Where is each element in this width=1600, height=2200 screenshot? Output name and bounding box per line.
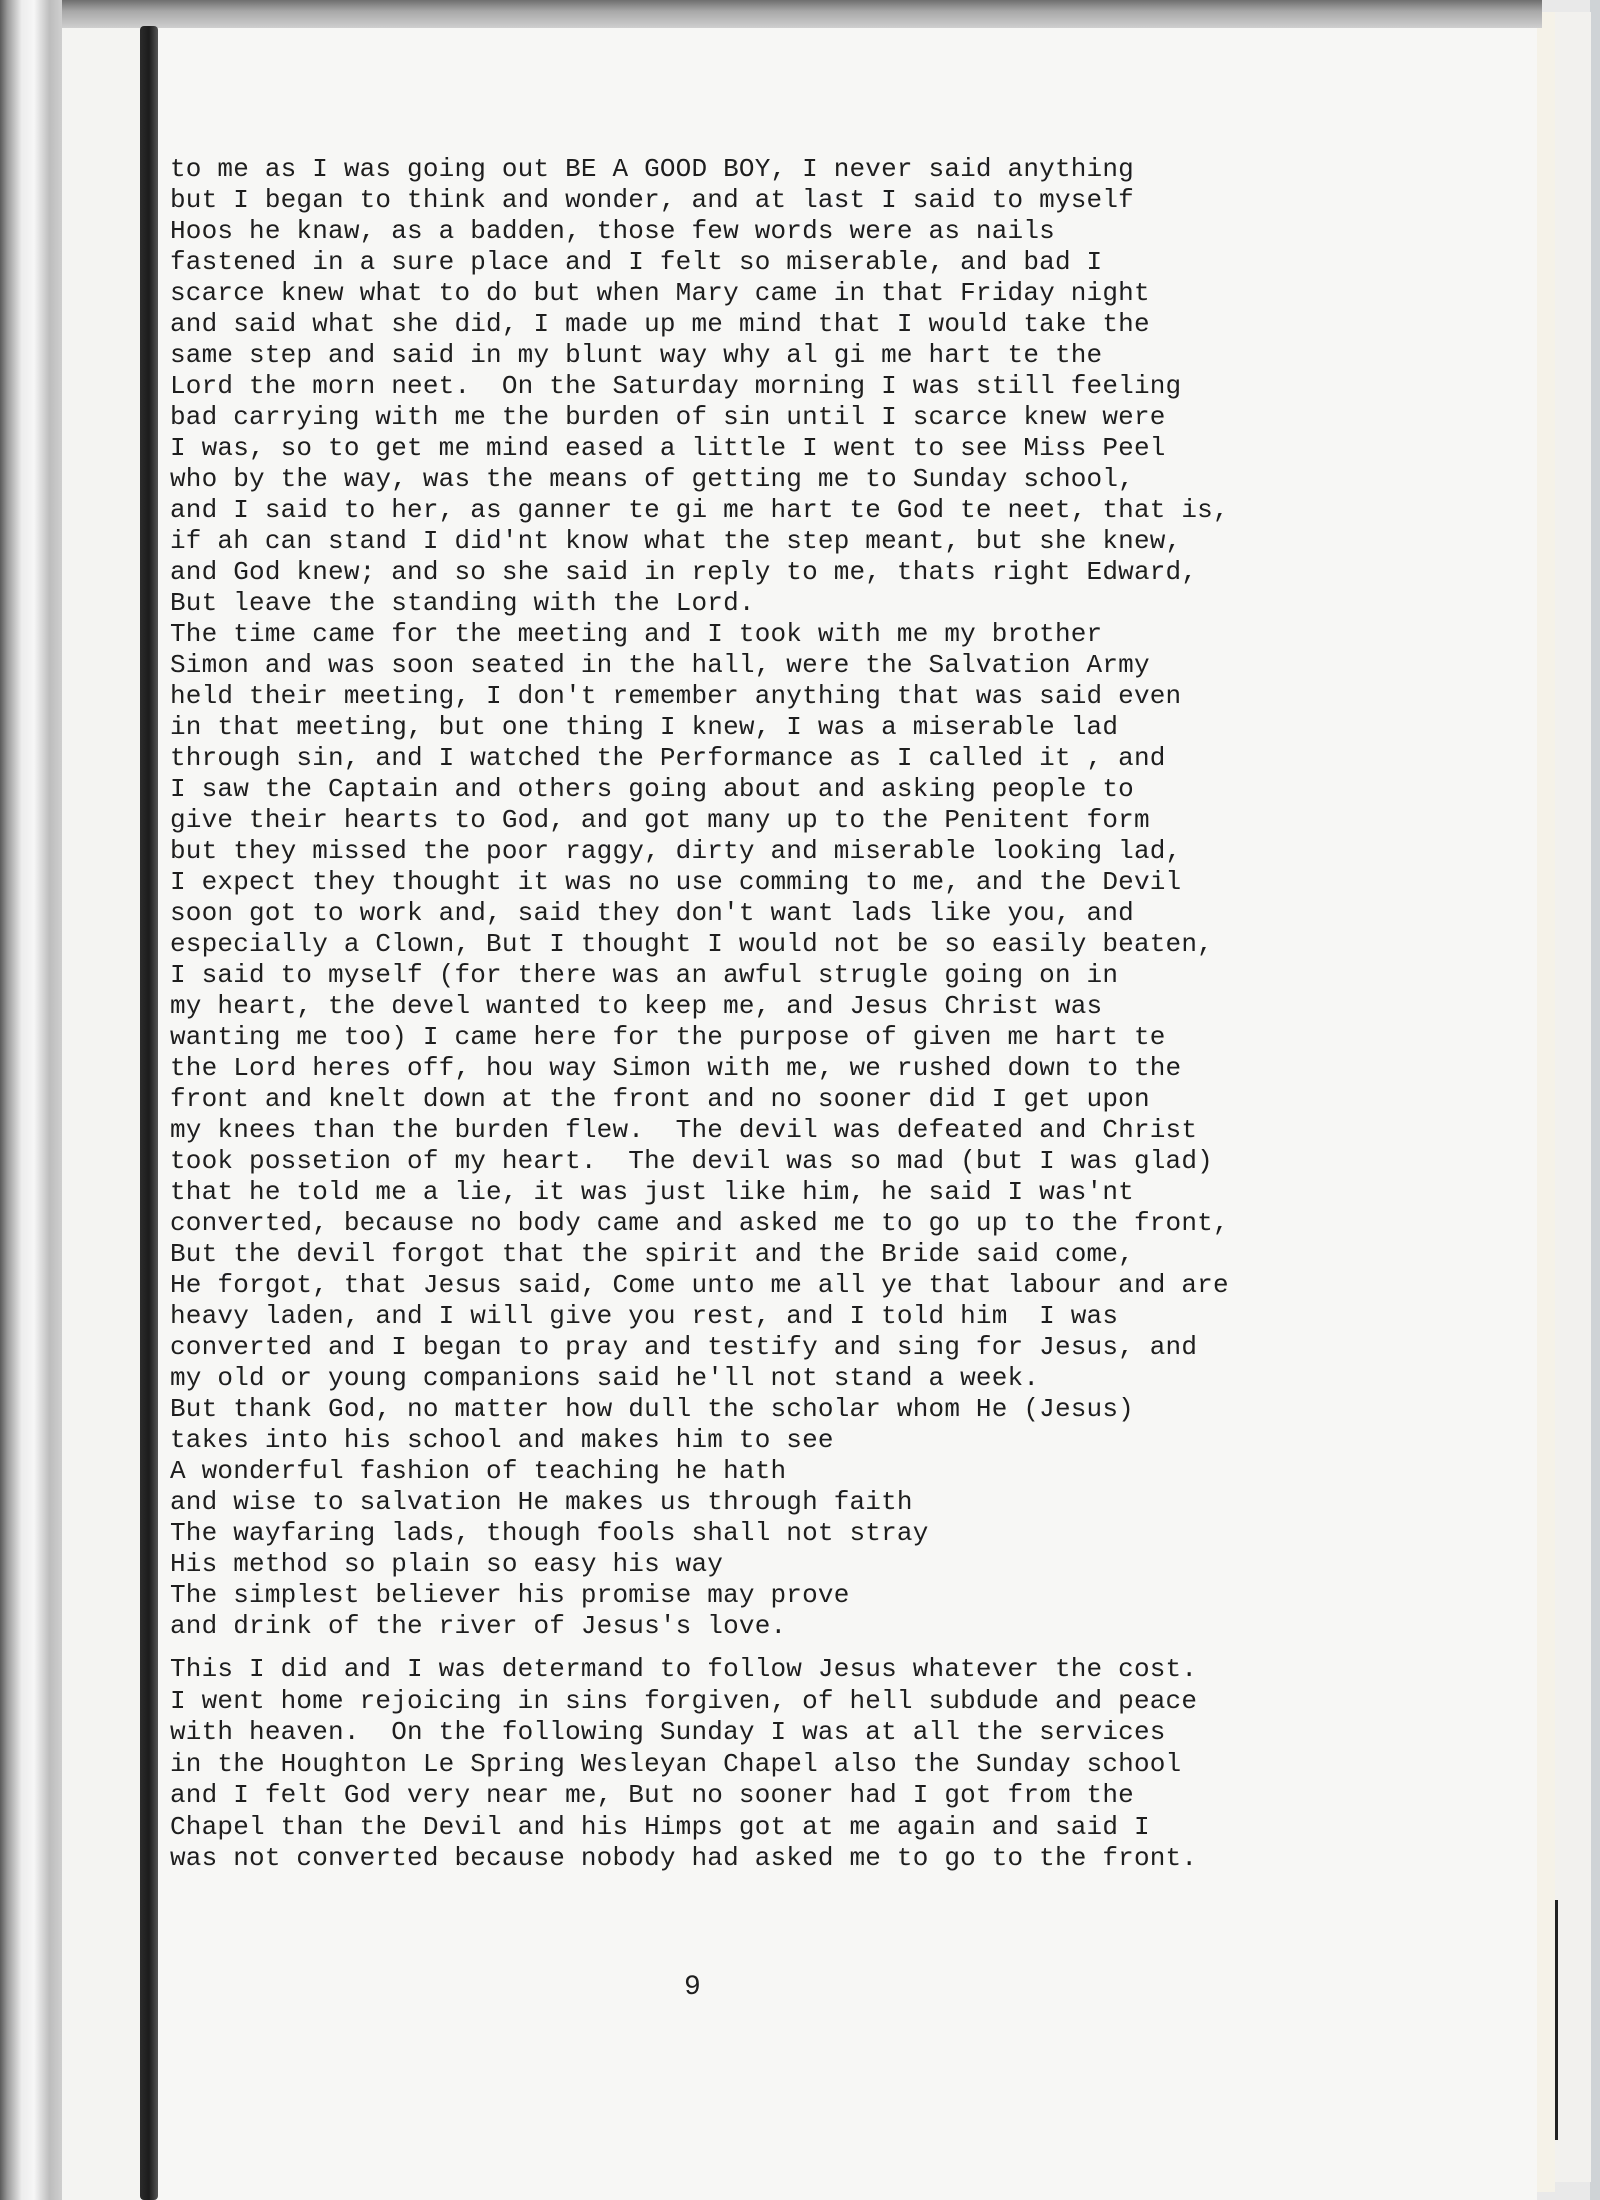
text-line: especially a Clown, But I thought I would not be so easily beaten, [170, 929, 1213, 959]
text-line: The time came for the meeting and I took with me my brother [170, 619, 1103, 649]
page-stack-edge-outer [1554, 12, 1591, 2182]
text-line: Lord the morn neet. On the Saturday morning I was still feeling [170, 371, 1182, 401]
poem-line: and wise to salvation He makes us through faith [170, 1487, 913, 1517]
text-line: soon got to work and, said they don't want lads like you, and [170, 898, 1134, 928]
text-line: bad carrying with me the burden of sin until I scarce knew were [170, 402, 1166, 432]
text-line: converted, because no body came and asked me to go up to the front, [170, 1208, 1229, 1238]
text-line: the Lord heres off, hou way Simon with me, we rushed down to the [170, 1053, 1182, 1083]
text-line: through sin, and I watched the Performance as I called it , and [170, 743, 1166, 773]
text-line: and said what she did, I made up me mind that I would take the [170, 309, 1150, 339]
text-line: my heart, the devel wanted to keep me, and Jesus Christ was [170, 991, 1103, 1021]
text-line: But leave the standing with the Lord. [170, 588, 755, 618]
text-line: But the devil forgot that the spirit and the Bride said come, [170, 1239, 1134, 1269]
text-line: fastened in a sure place and I felt so miserable, and bad I [170, 247, 1103, 277]
text-line: same step and said in my blunt way why al gi me hart te the [170, 340, 1103, 370]
poem-line: takes into his school and makes him to see [170, 1425, 834, 1455]
text-line: I said to myself (for there was an awful strugle going on in [170, 960, 1119, 990]
text-line: in that meeting, but one thing I knew, I was a miserable lad [170, 712, 1119, 742]
text-line: Hoos he knaw, as a badden, those few words were as nails [170, 216, 1055, 246]
poem-line: The wayfaring lads, though fools shall not stray [170, 1518, 929, 1548]
text-line: was not converted because nobody had asked me to go to the front. [170, 1843, 1198, 1873]
poem-line: But thank God, no matter how dull the scholar whom He (Jesus) [170, 1394, 1134, 1424]
text-line: and I said to her, as ganner te gi me hart te God te neet, that is, [170, 495, 1229, 525]
text-line: that he told me a lie, it was just like him, he said I was'nt [170, 1177, 1134, 1207]
text-line: and God knew; and so she said in reply to me, thats right Edward, [170, 557, 1198, 587]
text-line: took possetion of my heart. The devil was so mad (but I was glad) [170, 1146, 1213, 1176]
text-line: who by the way, was the means of getting me to Sunday school, [170, 464, 1134, 494]
text-line: Chapel than the Devil and his Himps got at me again and said I [170, 1811, 1150, 1842]
page-stack-shadow-line [1555, 1900, 1558, 2140]
gutter-shadow-rule [140, 26, 158, 2200]
body-text [170, 154, 1470, 1642]
text-line: He forgot, that Jesus said, Come unto me all ye that labour and are [170, 1270, 1229, 1300]
poem-line: and drink of the river of Jesus's love. [170, 1611, 787, 1641]
text-line: front and knelt down at the front and no sooner did I get upon [170, 1084, 1150, 1114]
text-line: wanting me too) I came here for the purpose of given me hart te [170, 1022, 1166, 1052]
binder-edge [0, 0, 62, 2200]
facing-page-strip [62, 20, 152, 2200]
text-line: I saw the Captain and others going about and asking people to [170, 774, 1134, 804]
text-line: held their meeting, I don't remember anything that was said even [170, 681, 1182, 711]
text-line: I went home rejoicing in sins forgiven, of hell subdude and peace [170, 1685, 1198, 1716]
text-line: This I did and I was determand to follow Jesus whatever the cost. [170, 1654, 1198, 1684]
text-line: converted and I began to pray and testify and sing for Jesus, and [170, 1332, 1198, 1362]
poem-line: His method so plain so easy his way [170, 1549, 724, 1579]
page-number: 9 [684, 1972, 701, 2003]
text-line: scarce knew what to do but when Mary came in that Friday night [170, 278, 1150, 308]
text-line: and I felt God very near me, But no sooner had I got from the [170, 1780, 1134, 1810]
poem-line: The simplest believer his promise may prove [170, 1580, 850, 1610]
text-line: Simon and was soon seated in the hall, were the Salvation Army [170, 650, 1150, 680]
text-line: heavy laden, and I will give you rest, and I told him I was [170, 1301, 1119, 1331]
closing-paragraph [170, 1654, 1470, 1875]
poem-line: A wonderful fashion of teaching he hath [170, 1456, 787, 1486]
text-line: my knees than the burden flew. The devil was defeated and Christ [170, 1115, 1198, 1145]
text-line: in the Houghton Le Spring Wesleyan Chapel also the Sunday school [170, 1748, 1182, 1779]
text-line: if ah can stand I did'nt know what the step meant, but she knew, [170, 526, 1182, 556]
text-line: my old or young companions said he'll not stand a week. [170, 1363, 1040, 1393]
text-line: give their hearts to God, and got many up to the Penitent form [170, 805, 1150, 835]
text-line: I was, so to get me mind eased a little I went to see Miss Peel [170, 433, 1166, 463]
text-line: but they missed the poor raggy, dirty and miserable looking lad, [170, 836, 1182, 866]
text-line: I expect they thought it was no use comming to me, and the Devil [170, 867, 1182, 897]
text-line: to me as I was going out BE A GOOD BOY, I never said anything [170, 154, 1134, 184]
top-scan-shadow [62, 0, 1542, 28]
scanner-background [1590, 0, 1600, 2200]
text-line: but I began to think and wonder, and at last I said to myself [170, 185, 1134, 215]
text-line: with heaven. On the following Sunday I was at all the services [170, 1717, 1166, 1747]
